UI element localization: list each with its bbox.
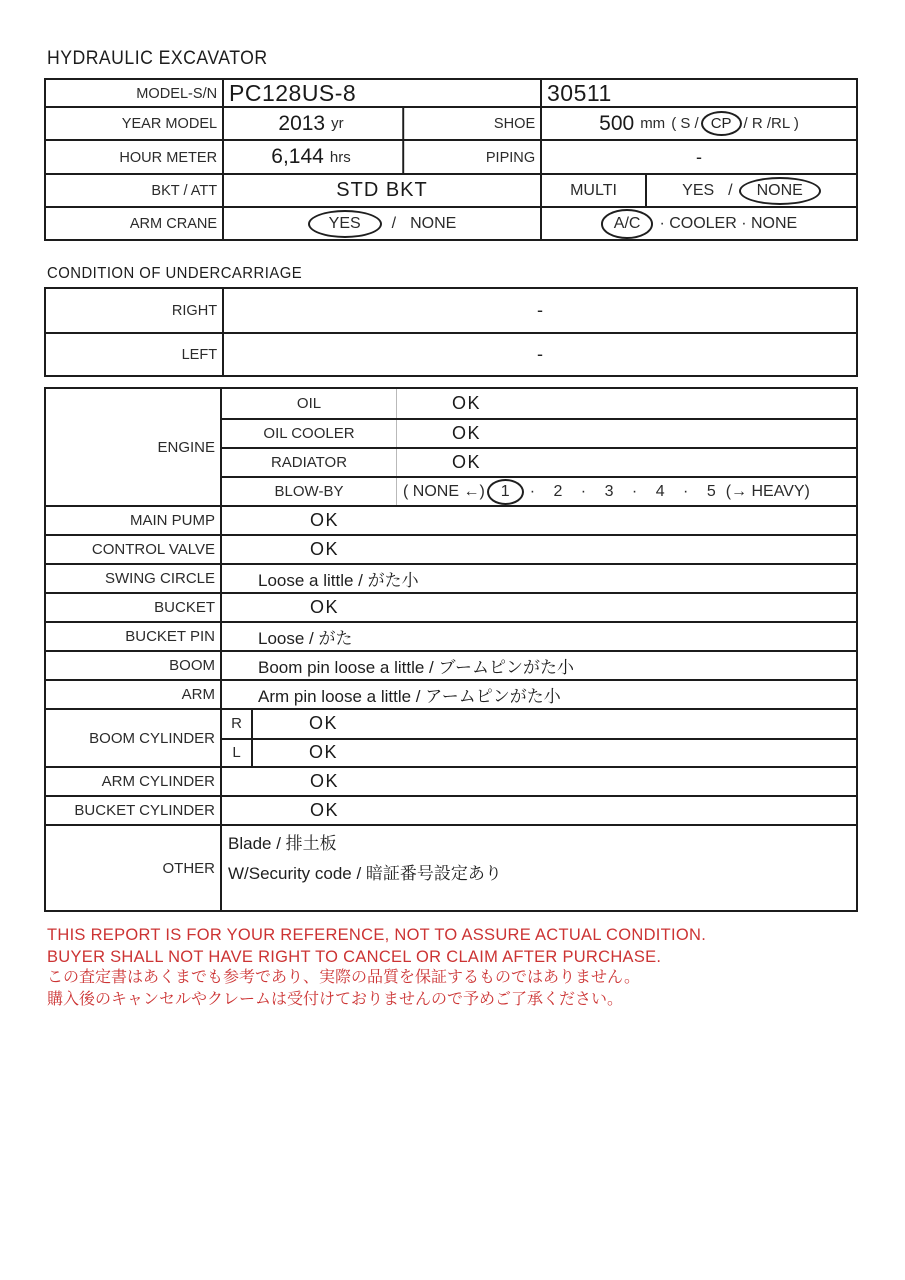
- engine-blowby-value: [397, 478, 856, 505]
- bucket-cylinder-value: [222, 797, 856, 824]
- circled-aircon-ac: A/C: [601, 209, 654, 239]
- piping-value-text: -: [696, 146, 702, 167]
- engine-oil-value: [397, 389, 856, 418]
- hour-meter-label: HOUR METER: [119, 148, 218, 166]
- boom-cylinder-band: [46, 708, 856, 766]
- boom-cylinder-l-value-text: OK: [309, 742, 339, 763]
- disclaimer-line-1: THIS REPORT IS FOR YOUR REFERENCE, NOT TO ASSURE ACTUAL CONDITION.: [47, 925, 707, 944]
- hour-unit: hrs: [329, 148, 351, 166]
- boom-cylinder-l-value: [253, 740, 856, 766]
- arm-cylinder-value-text: OK: [310, 771, 340, 791]
- undercarriage-left-label: LEFT: [181, 346, 218, 363]
- year-model-label: YEAR MODEL: [121, 115, 218, 132]
- piping-value: [540, 141, 856, 173]
- engine-radiator-label: RADIATOR: [222, 449, 397, 476]
- bkt-att-value: [222, 175, 540, 206]
- arm-crane-value: [222, 208, 540, 239]
- piping-label: PIPING: [402, 141, 540, 173]
- shoe-options-close: / R /RL ): [743, 115, 799, 132]
- main-pump-value-text: OK: [310, 510, 340, 530]
- swing-circle-label: SWING CIRCLE: [46, 565, 222, 592]
- engine-rows: [222, 389, 856, 505]
- blowby-heavy-suffix: (→ HEAVY): [725, 482, 810, 500]
- shoe-unit: mm: [640, 115, 666, 132]
- table-row: [222, 418, 856, 447]
- undercarriage-left-value-text: -: [537, 344, 543, 364]
- arm-label: ARM: [46, 681, 222, 708]
- boom-value: Boom pin loose a little / ブームピンがた小: [258, 658, 574, 677]
- undercarriage-table: [44, 287, 858, 377]
- circled-arm-crane-yes: YES: [308, 210, 382, 238]
- engine-oil-label: OIL: [222, 389, 397, 418]
- arm-cylinder-label: ARM CYLINDER: [46, 768, 222, 795]
- multi-label: [540, 175, 645, 206]
- control-valve-value-text: OK: [310, 539, 340, 559]
- multi-value: [645, 175, 856, 206]
- control-valve-band: [46, 534, 856, 563]
- arm-band: [46, 679, 856, 708]
- year-value: [222, 108, 398, 139]
- engine-radiator-value-text: OK: [452, 452, 482, 472]
- multi-label-text: MULTI: [570, 181, 617, 199]
- engine-oil-value-text: OK: [452, 393, 482, 413]
- table-row: [46, 332, 856, 375]
- other-line-security: W/Security code / 暗証番号設定あり: [228, 864, 502, 883]
- boom-band: [46, 650, 856, 679]
- hour-value-text: 6,144: [271, 145, 324, 168]
- circled-multi-none: NONE: [739, 177, 821, 205]
- shoe-label: SHOE: [402, 108, 540, 139]
- engine-blowby-label: BLOW-BY: [222, 478, 397, 505]
- undercarriage-heading: CONDITION OF UNDERCARRIAGE: [47, 265, 303, 282]
- table-row: [46, 106, 856, 139]
- multi-slash: /: [728, 181, 733, 199]
- aircon-value: [540, 208, 856, 239]
- swing-circle-value: Loose a little / がた小: [258, 571, 419, 590]
- swing-circle-band: [46, 563, 856, 592]
- other-line-blade: Blade / 排土板: [228, 834, 337, 853]
- spec-table: [44, 78, 858, 241]
- boom-cylinder-label: BOOM CYLINDER: [46, 710, 222, 766]
- page-title: HYDRAULIC EXCAVATOR: [47, 48, 268, 69]
- table-row: [46, 139, 856, 173]
- arm-cylinder-value: [222, 768, 856, 795]
- arm-crane-slash: /: [391, 214, 397, 232]
- disclaimer-line-3: この査定書はあくまでも参考であり、実際の品質を保証するものではありません。: [47, 969, 640, 986]
- boom-label: BOOM: [46, 652, 222, 679]
- hour-meter-value: [222, 141, 398, 173]
- other-band: [46, 824, 856, 910]
- table-row: [222, 389, 856, 418]
- engine-oil-cooler-value-text: OK: [452, 423, 482, 443]
- engine-band: [46, 389, 856, 505]
- undercarriage-right-label: RIGHT: [171, 302, 218, 319]
- engine-oil-cooler-label: OIL COOLER: [222, 420, 397, 447]
- bucket-cylinder-band: [46, 795, 856, 824]
- circled-shoe-cp: CP: [701, 111, 742, 136]
- blowby-none-prefix: ( NONE ←): [403, 482, 485, 500]
- serial-value: [540, 80, 856, 106]
- blowby-scale: · 2 · 3 · 4 · 5: [529, 482, 716, 500]
- shoe-value: [540, 108, 856, 139]
- bucket-pin-band: [46, 621, 856, 650]
- other-label: OTHER: [46, 826, 222, 910]
- table-row: [46, 80, 856, 106]
- inspection-table: [44, 387, 858, 912]
- model-value: [222, 80, 540, 106]
- bucket-label: BUCKET: [46, 594, 222, 621]
- bucket-pin-value: Loose / がた: [258, 629, 353, 648]
- main-pump-label: MAIN PUMP: [46, 507, 222, 534]
- year-value-text: 2013: [278, 111, 326, 135]
- arm-crane-none: NONE: [410, 214, 457, 232]
- control-valve-value: [222, 536, 856, 563]
- main-pump-band: [46, 505, 856, 534]
- model-value-text: PC128US-8: [229, 80, 357, 106]
- circled-blowby-1: 1: [487, 479, 524, 505]
- engine-radiator-value: [397, 449, 856, 476]
- control-valve-label: CONTROL VALVE: [46, 536, 222, 563]
- multi-yes: YES: [682, 181, 715, 199]
- engine-oil-cooler-value: [397, 420, 856, 447]
- bucket-cylinder-value-text: OK: [310, 800, 340, 820]
- serial-value-text: 30511: [547, 80, 612, 106]
- arm-value: Arm pin loose a little / アームピンがた小: [258, 687, 561, 706]
- disclaimer: [47, 924, 726, 1011]
- table-row: [222, 710, 856, 738]
- bucket-value-text: OK: [310, 597, 340, 617]
- table-row: [46, 173, 856, 206]
- arm-crane-label: ARM CRANE: [129, 215, 218, 232]
- bkt-att-value-text: STD BKT: [336, 179, 428, 201]
- shoe-options-open: ( S /: [671, 115, 699, 132]
- bkt-att-label: BKT / ATT: [151, 182, 218, 199]
- undercarriage-right-value: [222, 289, 856, 332]
- arm-cylinder-band: [46, 766, 856, 795]
- shoe-value-text: 500: [599, 111, 635, 135]
- engine-label: ENGINE: [46, 389, 222, 505]
- boom-cylinder-l-label: L: [222, 740, 253, 766]
- bucket-band: [46, 592, 856, 621]
- table-row: [222, 447, 856, 476]
- main-pump-value: [222, 507, 856, 534]
- undercarriage-right-value-text: -: [537, 300, 543, 320]
- boom-cylinder-r-value-text: OK: [309, 713, 339, 734]
- table-row: [46, 289, 856, 332]
- aircon-rest: · COOLER · NONE: [659, 214, 798, 232]
- bucket-cylinder-label: BUCKET CYLINDER: [46, 797, 222, 824]
- undercarriage-left-value: [222, 334, 856, 375]
- model-sn-label: MODEL-S/N: [136, 84, 218, 102]
- other-values: [222, 826, 856, 910]
- boom-cylinder-r-value: [253, 710, 856, 738]
- bucket-pin-label: BUCKET PIN: [46, 623, 222, 650]
- disclaimer-line-4: 購入後のキャンセルやクレームは受付けておりませんので予めご了承ください。: [47, 991, 624, 1008]
- table-row: [222, 738, 856, 766]
- table-row: [46, 206, 856, 239]
- table-row: [222, 476, 856, 505]
- disclaimer-line-2: BUYER SHALL NOT HAVE RIGHT TO CANCEL OR CLAIM AFTER PURCHASE.: [47, 946, 662, 966]
- bucket-value: [222, 594, 856, 621]
- boom-cylinder-r-label: R: [222, 710, 253, 738]
- year-unit: yr: [331, 115, 344, 132]
